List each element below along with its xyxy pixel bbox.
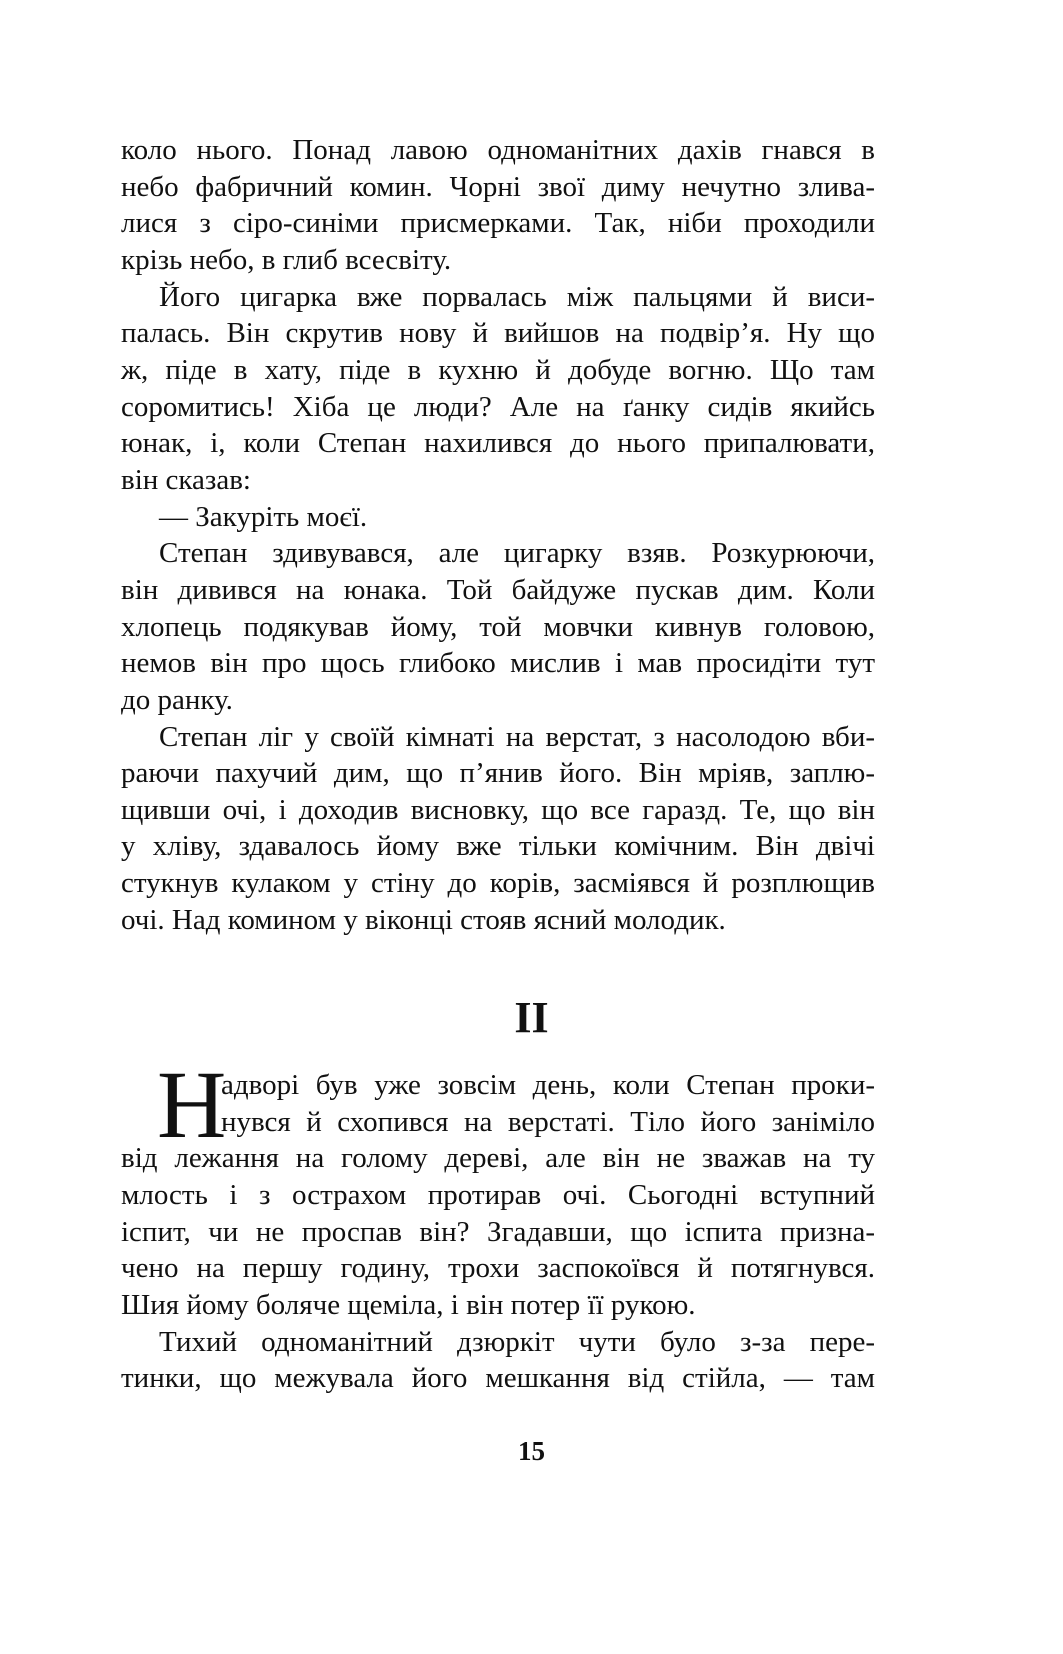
text-line: Його цигарка вже порвалась між пальцями й виси- xyxy=(159,280,875,313)
text-line: коло нього. Понад лавою одноманітних дахів гнався в xyxy=(121,134,875,166)
page-number: 15 xyxy=(518,1436,545,1466)
text-block-top xyxy=(121,132,875,938)
text-line: раючи пахучий дим, що п’янив його. Він мріяв, заплю- xyxy=(121,757,875,790)
text-line: лися з сіро-синіми присмерками. Так, ніби проходили xyxy=(121,207,875,240)
paragraph xyxy=(121,719,875,939)
chapter-heading: II xyxy=(514,993,549,1042)
text-line: небо фабричний комин. Чорні звої диму нечутно злива- xyxy=(121,170,875,203)
text-line: Шия йому боляче щеміла, і він потер її рукою. xyxy=(121,1288,696,1321)
text-line: палась. Він скрутив нову й вийшов на подвір’я. Ну що xyxy=(121,317,875,350)
text-line: млость і з острахом протирав очі. Сьогодні вступний xyxy=(121,1178,875,1211)
text-line: Тихий одноманітний дзюркіт чути було з-за пере- xyxy=(159,1325,875,1358)
text-line: чено на першу годину, трохи заспокоївся й потягнувся. xyxy=(121,1252,875,1285)
text-line: Степан здивувався, але цигарку взяв. Розкурюючи, xyxy=(159,537,875,570)
paragraph xyxy=(121,499,875,536)
text-line: у хліву, здавалось йому вже тільки комічним. Він двічі xyxy=(121,830,875,863)
text-line: він дивився на юнака. Той байдуже пускав дим. Коли xyxy=(121,573,875,606)
text-line: від лежання на голому дереві, але він не зважав на ту xyxy=(121,1142,875,1175)
paragraph xyxy=(121,279,875,499)
drop-cap: Н xyxy=(157,1051,227,1158)
text-line: тинки, що межувала його мешкання від стійла, — там xyxy=(121,1362,875,1395)
paragraph xyxy=(121,1051,875,1324)
paragraph xyxy=(121,535,875,718)
text-block-chapter xyxy=(121,1051,875,1397)
text-line: хлопець подякував йому, той мовчки кивнув головою, xyxy=(121,610,875,643)
text-line: очі. Над комином у віконці стояв ясний молодик. xyxy=(121,903,726,936)
text-line: крізь небо, в глиб всесвіту. xyxy=(121,243,452,276)
text-line: юнак, і, коли Степан нахилився до нього припалювати, xyxy=(121,427,875,460)
text-line: немов він про щось глибоко мислив і мав просидіти тут xyxy=(121,647,875,680)
paragraph xyxy=(121,1324,875,1397)
text-line: щивши очі, і доходив висновку, що все гаразд. Те, що він xyxy=(121,793,875,826)
text-line: соромитись! Хіба це люди? Але на ґанку сидів якийсь xyxy=(121,390,875,423)
paragraph xyxy=(121,132,875,279)
text-line: адворі був уже зовсім день, коли Степан проки- xyxy=(221,1069,875,1101)
text-line: — Закуріть моєї. xyxy=(159,500,368,533)
text-line: ж, піде в хату, піде в кухню й добуде вогню. Що там xyxy=(121,353,875,386)
text-line: Степан ліг у своїй кімнаті на верстат, з насолодою вби- xyxy=(159,720,875,753)
text-line: він сказав: xyxy=(121,463,251,496)
text-line: іспит, чи не проспав він? Згадавши, що іспита призна- xyxy=(121,1215,875,1248)
text-line: до ранку. xyxy=(121,683,233,716)
text-line: нувся й схопився на верстаті. Тіло його заніміло xyxy=(221,1105,875,1138)
text-line: стукнув кулаком у стіну до корів, засміявся й розплющив xyxy=(121,867,875,900)
